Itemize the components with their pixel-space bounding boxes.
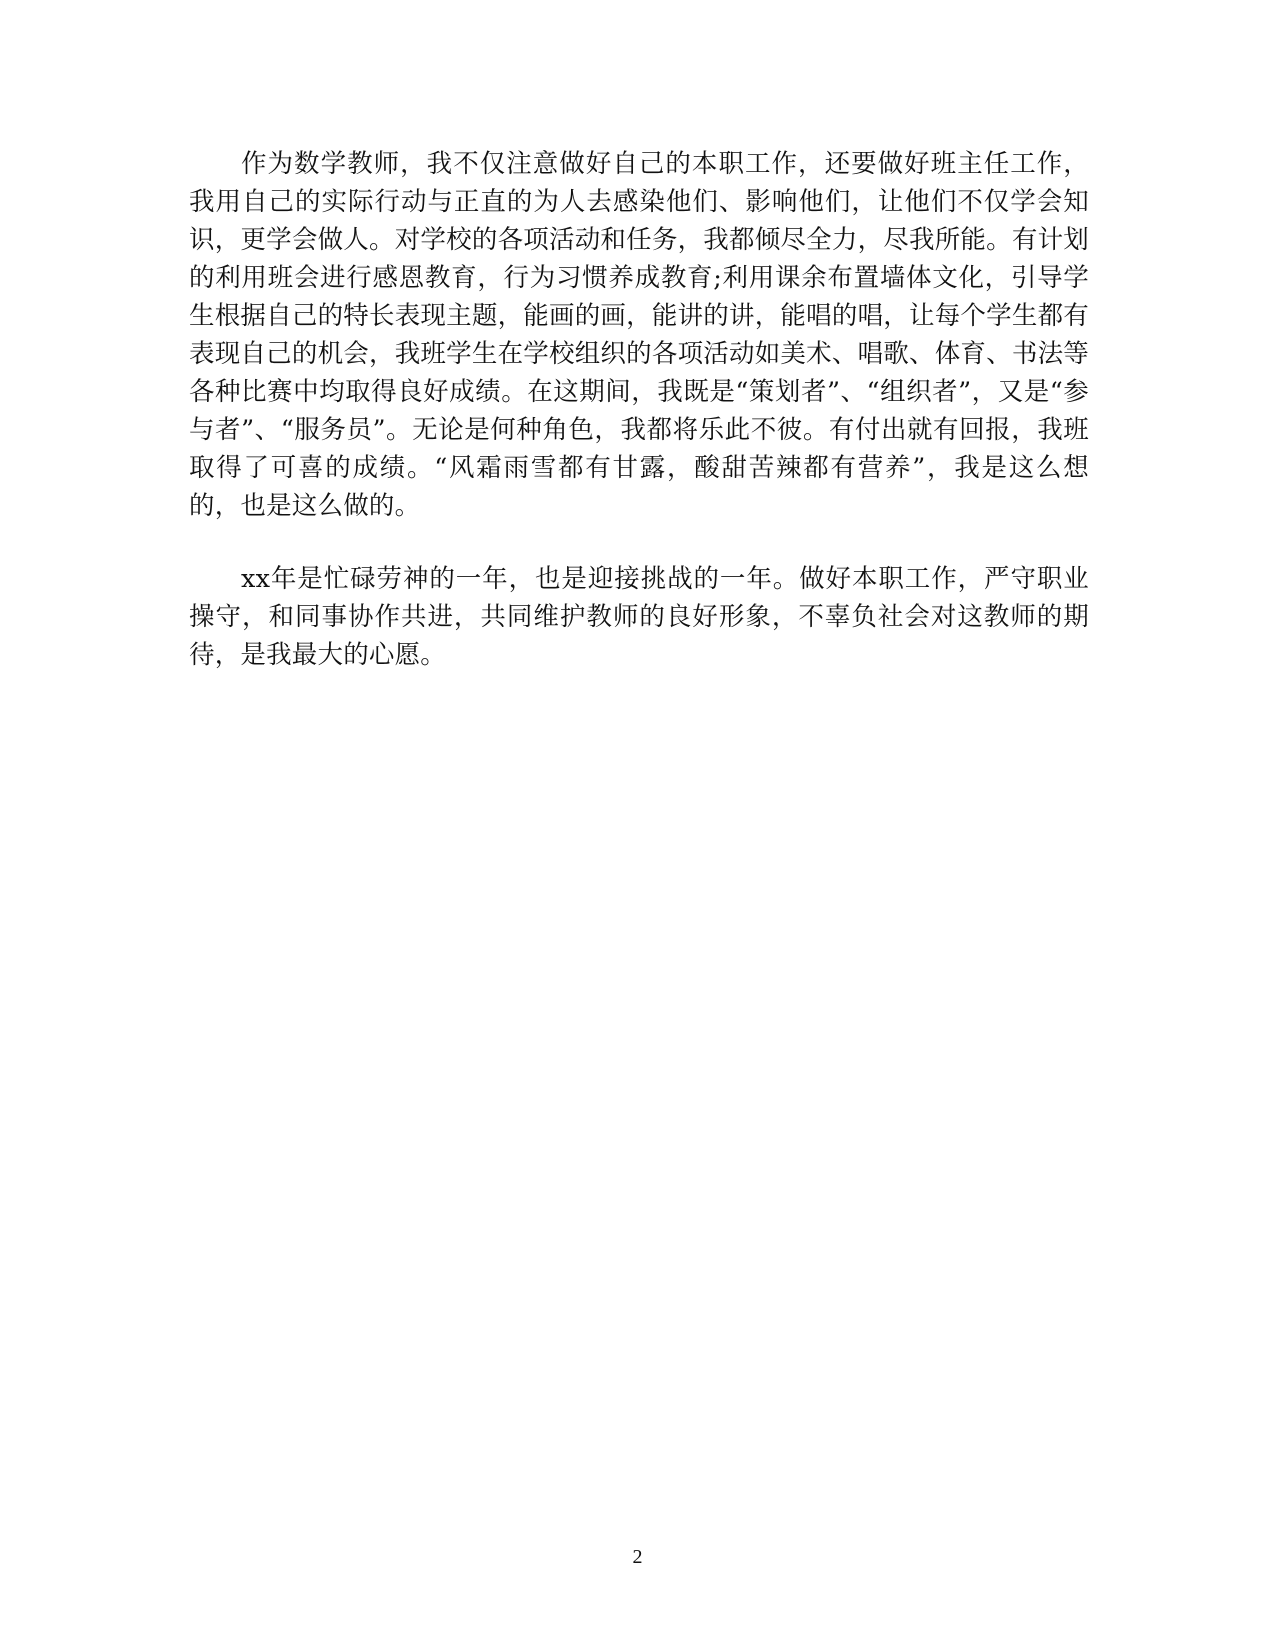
document-body (189, 145, 1089, 674)
paragraph-year-summary: xx年是忙碌劳神的一年，也是迎接挑战的一年。做好本职工作，严守职业操守，和同事协作共进，共同维护教师的良好形象，不辜负社会对这教师的期待，是我最大的心愿。 (189, 564, 1089, 670)
paragraph-teaching-duties: 作为数学教师，我不仅注意做好自己的本职工作，还要做好班主任工作，我用自己的实际行动与正直的为人去感染他们、影响他们，让他们不仅学会知识，更学会做人。对学校的各项活动和任务，我都倾尽全力，尽我所能。有计划的利用班会进行感恩教育，行为习惯养成教育;利用课余布置墙体文化，引导学生根据自己的特长表现主题，能画的画，能讲的讲，能唱的唱，让每个学生都有表现自己的机会，我班学生在学校组织的各项活动如美术、唱歌、体育、书法等各种比赛中均取得良好成绩。在这期间，我既是“策划者”、“组织者”，又是“参与者”、“服务员”。无论是何种角色，我都将乐此不彼。有付出就有回报，我班取得了可喜的成绩。“风霜雨雪都有甘露，酸甜苦辣都有营养”，我是这么想的，也是这么做的。 (189, 149, 1089, 521)
page-number: 2 (632, 1546, 643, 1568)
